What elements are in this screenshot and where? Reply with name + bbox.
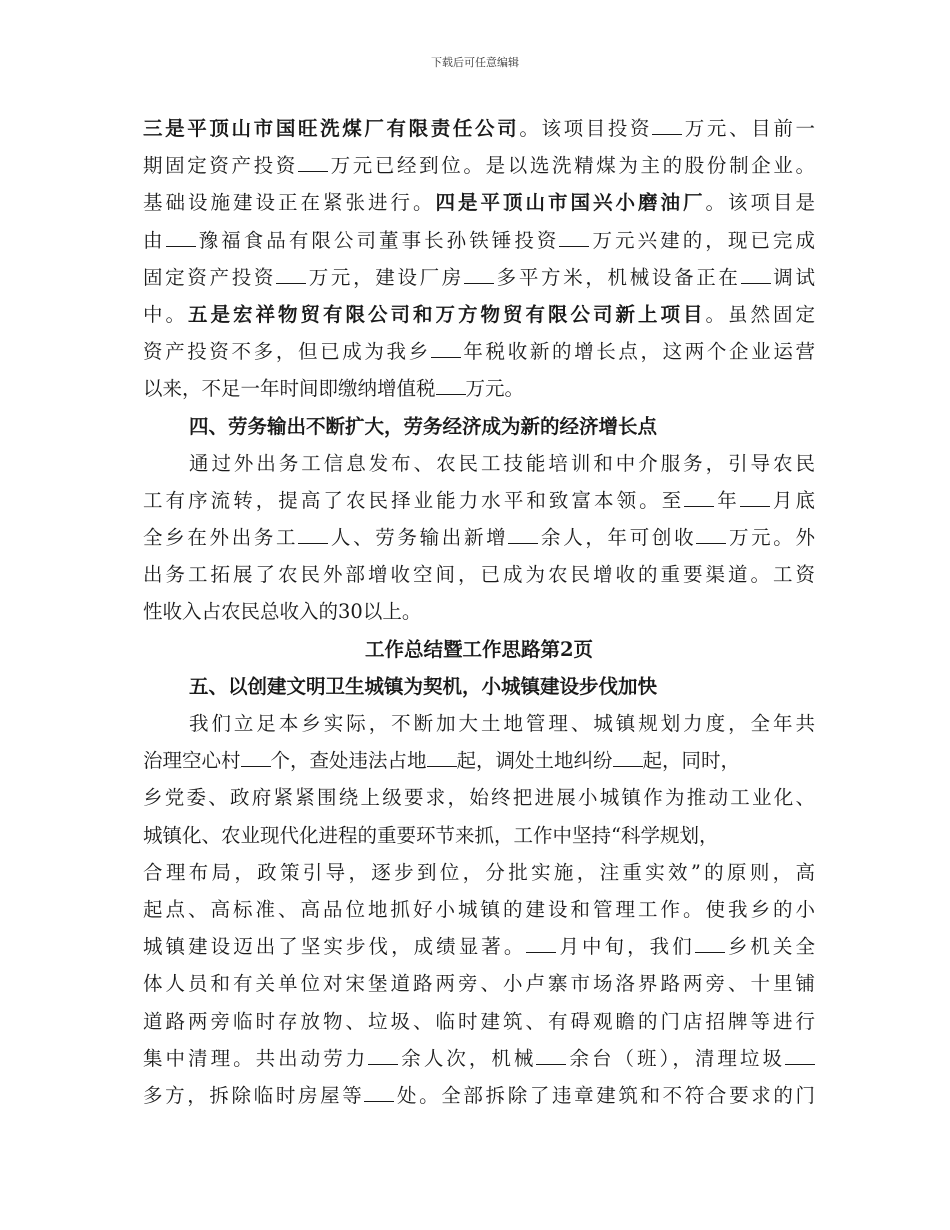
document-body	[143, 110, 815, 1114]
bold-heading: 五是宏祥物贸有限公司和万方物贸有限公司新上项目	[188, 302, 706, 326]
text-run: 万元。外	[726, 526, 815, 550]
text-run: 万元兴建的，现已完成	[589, 228, 815, 252]
text-run: 月底	[769, 488, 815, 512]
text-run: 人、劳务输出新增	[328, 526, 509, 550]
text-run: 调试	[770, 265, 815, 289]
fill-blank	[526, 936, 556, 954]
paragraph-line	[143, 742, 815, 779]
fill-blank	[464, 266, 494, 284]
text-run: 。虽然固定	[705, 302, 815, 326]
paragraph-line: 起点、高标准、高品位地抓好小城镇的建设和管理工作。使我乡的小	[143, 897, 815, 921]
fill-blank	[613, 750, 643, 768]
paragraph-line: 城镇化、农业现代化进程的重要环节来抓，工作中坚持“科学规划，	[143, 823, 719, 847]
text-run: 城镇建设迈出了坚实步伐，成绩显著。	[143, 935, 527, 959]
text-run: 起，调处土地纠纷	[456, 749, 613, 773]
paragraph-line: 性收入占农民总收入的30以上。	[143, 600, 422, 624]
fill-blank	[536, 1047, 566, 1065]
page-title: 工作总结暨工作思路第2页	[364, 637, 594, 661]
fill-blank	[364, 1084, 394, 1102]
text-run: 由	[143, 228, 166, 252]
fill-blank	[298, 527, 328, 545]
paragraph-line: 通过外出务工信息发布、农民工技能培训和中介服务，引导农民	[189, 451, 815, 475]
fill-blank	[696, 527, 726, 545]
page-header: 下载后可任意编辑	[431, 56, 519, 69]
fill-blank	[785, 1047, 815, 1065]
text-run: 万元。	[465, 377, 525, 401]
fill-blank	[695, 936, 725, 954]
bold-heading: 三是平顶山市国旺洗煤厂有限责任公司	[143, 117, 520, 140]
paragraph-line	[143, 222, 815, 259]
text-run: 豫福食品有限公司董事长孙铁锤投资	[195, 228, 560, 252]
fill-blank	[684, 489, 714, 507]
text-run: 期固定资产投资	[143, 154, 298, 178]
paragraph-line	[143, 482, 815, 519]
fill-blank	[741, 266, 771, 284]
text-run: 月中旬，我们	[556, 935, 695, 959]
text-run: 。该项目是	[705, 191, 815, 215]
paragraph-line: 体人员和有关单位对宋堡道路两旁、小卢寨市场洛界路两旁、十里铺	[143, 972, 815, 996]
paragraph-line: 道路两旁临时存放物、垃圾、临时建筑、有碍观瞻的门店招牌等进行	[143, 1009, 815, 1033]
text-run: 资产投资不多，但已成为我乡	[143, 340, 431, 364]
text-run: 个，查处违法占地	[270, 749, 427, 773]
paragraph-line	[143, 519, 815, 556]
paragraph-line: 出务工拓展了农民外部增收空间，已成为农民增收的重要渠道。工资	[143, 563, 815, 587]
text-run: 基础设施建设正在紧张进行。	[143, 191, 436, 215]
fill-blank	[276, 266, 306, 284]
text-run: 。该项目投资	[519, 117, 653, 140]
text-run: 多方，拆除临时房屋等	[143, 1083, 365, 1107]
section-heading-4: 四、劳务输出不断扩大，劳务经济成为新的经济增长点	[189, 414, 658, 438]
fill-blank	[368, 1047, 398, 1065]
paragraph-line	[143, 110, 815, 147]
paragraph-line: 我们立足本乡实际，不断加大土地管理、城镇规划力度，全年共	[189, 712, 815, 735]
paragraph-line	[143, 184, 815, 221]
paragraph-line	[143, 333, 815, 370]
paragraph-line	[143, 259, 815, 296]
paragraph-line: 合理布局，政策引导，逐步到位，分批实施，注重实效”的原则，高	[143, 860, 815, 884]
fill-blank	[740, 489, 770, 507]
fill-blank	[559, 229, 589, 247]
text-run: 年税收新的增长点，这两个企业运营	[460, 340, 815, 364]
text-run: 余人次，机械	[398, 1046, 537, 1070]
paragraph-line	[143, 1040, 815, 1077]
paragraph-line	[143, 370, 815, 407]
paragraph-line	[143, 1077, 815, 1114]
fill-blank	[298, 155, 328, 173]
paragraph-line	[143, 147, 815, 184]
text-run: 治理空心村	[143, 749, 241, 773]
text-run: 集中清理。共出动劳力	[143, 1046, 369, 1070]
text-run: 全乡在外出务工	[143, 526, 299, 550]
fill-blank	[508, 527, 538, 545]
text-run: 余人，年可创收	[538, 526, 697, 550]
text-run: 起，同时，	[642, 749, 741, 773]
text-run: 年	[714, 488, 740, 512]
fill-blank	[431, 341, 461, 359]
text-run: 万元、目前一	[682, 117, 815, 140]
text-run: 万元，建设厂房	[306, 265, 464, 289]
fill-blank	[652, 117, 682, 135]
fill-blank	[427, 750, 457, 768]
paragraph-line: 乡党委、政府紧紧围绕上级要求，始终把进展小城镇作为推动工业化、	[143, 786, 815, 810]
paragraph-line	[143, 296, 815, 333]
fill-blank	[241, 750, 271, 768]
text-run: 固定资产投资	[143, 265, 277, 289]
paragraph-line	[143, 928, 815, 965]
section-heading-5: 五、以创建文明卫生城镇为契机，小城镇建设步伐加快	[189, 674, 658, 698]
fill-blank	[166, 229, 196, 247]
text-run: 处。全部拆除了违章建筑和不符合要求的门	[394, 1083, 815, 1107]
text-run: 多平方米，机械设备正在	[493, 265, 741, 289]
text-run: 工有序流转，提高了农民择业能力水平和致富本领。至	[143, 488, 685, 512]
bold-heading: 四是平顶山市国兴小磨油厂	[435, 191, 706, 215]
text-run: 中。	[143, 302, 188, 326]
text-run: 乡机关全	[724, 935, 815, 959]
text-run: 以来，不足一年时间即缴纳增值税	[143, 377, 436, 401]
text-run: 余台（班），清理垃圾	[566, 1046, 785, 1070]
text-run: 万元已经到位。是以选洗精煤为主的股份制企业。	[327, 154, 815, 178]
fill-blank	[436, 378, 466, 396]
